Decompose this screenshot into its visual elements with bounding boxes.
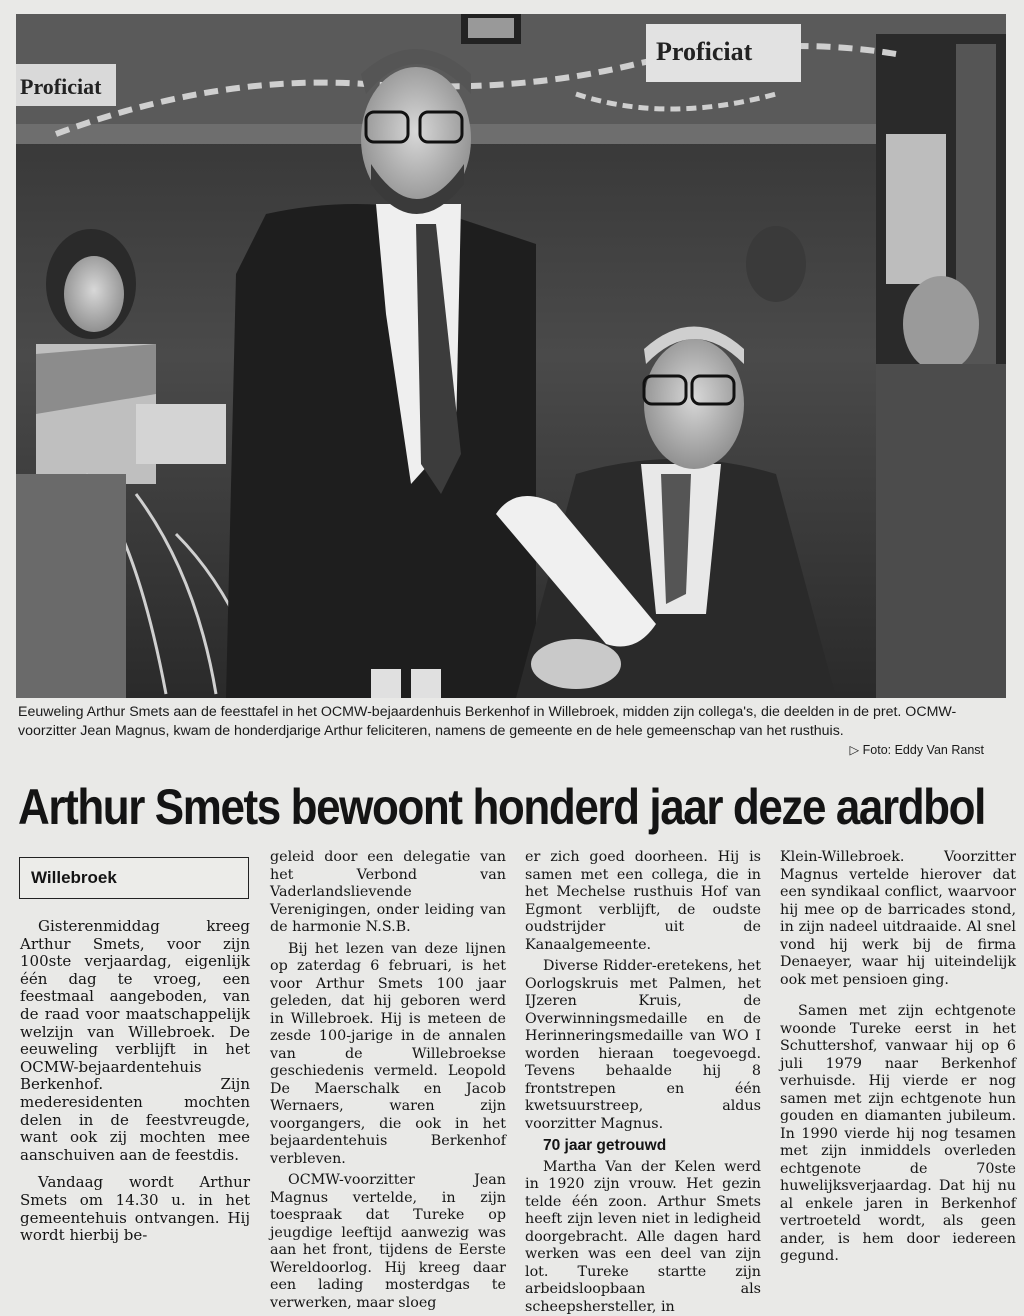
col3-subheading: 70 jaar getrouwd: [525, 1137, 761, 1155]
col1-paragraph-2: Vandaag wordt Arthur Smets om 14.30 u. in het gemeentehuis ontvangen. Hij wordt hierbij be-: [20, 1174, 250, 1244]
article-column-1: [20, 918, 250, 1245]
article-headline: Arthur Smets bewoont honderd jaar deze aardbol: [18, 772, 891, 842]
col4-paragraph-2: Samen met zijn echtgenote woonde Tureke eerst in het Schuttershof, vanwaar hij op 6 juli 1979 naar Berkenhof verhuisde. Hij vierde er nog samen met zijn echtgenote hun gouden en diamanten jubileum. In 1990 vierde hij nog tesamen met zijn inmiddels overleden echtgenote de 70ste huwelijksverjaardag. Dat hij nu al enkele jaren in Berkenhof vertroeteld wordt, als geen ander, is hem door iedereen gegund.: [780, 1003, 1016, 1266]
col3-paragraph-3: Martha Van der Kelen werd in 1920 zijn vrouw. Het gezin telde één zoon. Arthur Smets heeft zijn leven niet in ledigheid doorgebracht. Alle dagen hard werken was een deel van zijn lot. Tureke startte zijn arbeidsloopbaan als scheepshersteller, in: [525, 1159, 761, 1316]
col2-paragraph-2: Bij het lezen van deze lijnen op zaterdag 6 februari, is het voor Arthur Smets 100 jaar geleden, dat hij geboren werd in Willebroek. Hij is meteen de zesde 100-jarige in de annalen van de Willebroekse geschiedenis vermeld. Leopold De Maerschalk en Jacob Wernaers, waren zijn voorgangers, die ook in het bejaardentehuis Berkenhof verbleven.: [270, 941, 506, 1169]
news-photo: [16, 14, 1006, 698]
col3-paragraph-2: Diverse Ridder-eretekens, het Oorlogskruis met Palmen, het IJzeren Kruis, de Overwinningsmedaille en de Herinneringsmedaille van WO I worden hieraan toegevoegd. Tevens behaalde hij 8 frontstrepen en één kwetsuurstreep, aldus voorzitter Magnus.: [525, 958, 761, 1133]
photo-credit: ▷ Foto: Eddy Van Ranst: [850, 741, 984, 760]
banner-right-text: Proficiat: [656, 37, 753, 66]
photo-icon: [16, 14, 1006, 698]
col1-paragraph-1: Gisterenmiddag kreeg Arthur Smets, voor zijn 100ste verjaardag, eigenlijk één dag te vroeg, een feestmaal aangeboden, van de raad voor maatschappelijk welzijn van Willebroek. De eeuweling verblijft in het OCMW-bejaardentehuis Berkenhof. Zijn mederesidenten mochten delen in de feestvreugde, want ook zij mochten mee aanschuiven aan de feestdis.: [20, 918, 250, 1164]
col2-paragraph-3: OCMW-voorzitter Jean Magnus vertelde, in zijn toespraak dat Tureke op jeugdige leeftijd aanwezig was aan het front, tijdens de Eerste Wereldoorlog. Hij kreeg daar een lading mosterdgas te verwerken, maar sloeg: [270, 1172, 506, 1312]
article-column-3: [525, 849, 761, 1316]
article-column-4: [780, 849, 1016, 1266]
section-label-box: [19, 857, 249, 899]
col4-paragraph-1: Klein-Willebroek. Voorzitter Magnus vertelde hierover dat een syndikaal conflict, waarvoor hij mee op de barricades stond, in zijn nadeel uitdraaide. Al snel vond hij werk bij de firma Denaeyer, waar hij uiteindelijk ook met pensioen ging.: [780, 849, 1016, 989]
col3-paragraph-1: er zich goed doorheen. Hij is samen met een collega, die in het Mechelse rusthuis Hof van Egmont verblijft, de oudste oudstrijder uit de Kanaalgemeente.: [525, 849, 761, 954]
banner-left-text: Proficiat: [20, 74, 102, 99]
col2-paragraph-1: geleid door een delegatie van het Verbond van Vaderlandslievende Verenigingen, onder leiding van de harmonie N.S.B.: [270, 849, 506, 937]
article-column-2: [270, 849, 506, 1312]
section-label: Willebroek: [31, 868, 117, 888]
photo-caption: [18, 703, 1006, 741]
caption-text: Eeuweling Arthur Smets aan de feesttafel in het OCMW-bejaardenhuis Berkenhof in Willebroek, midden zijn collega's, die deelden in de pret. OCMW-voorzitter Jean Magnus, kwam de honderdjarige Arthur feliciteren, namens de gemeente en de hele gemeenschap van het rusthuis.: [18, 703, 1006, 741]
